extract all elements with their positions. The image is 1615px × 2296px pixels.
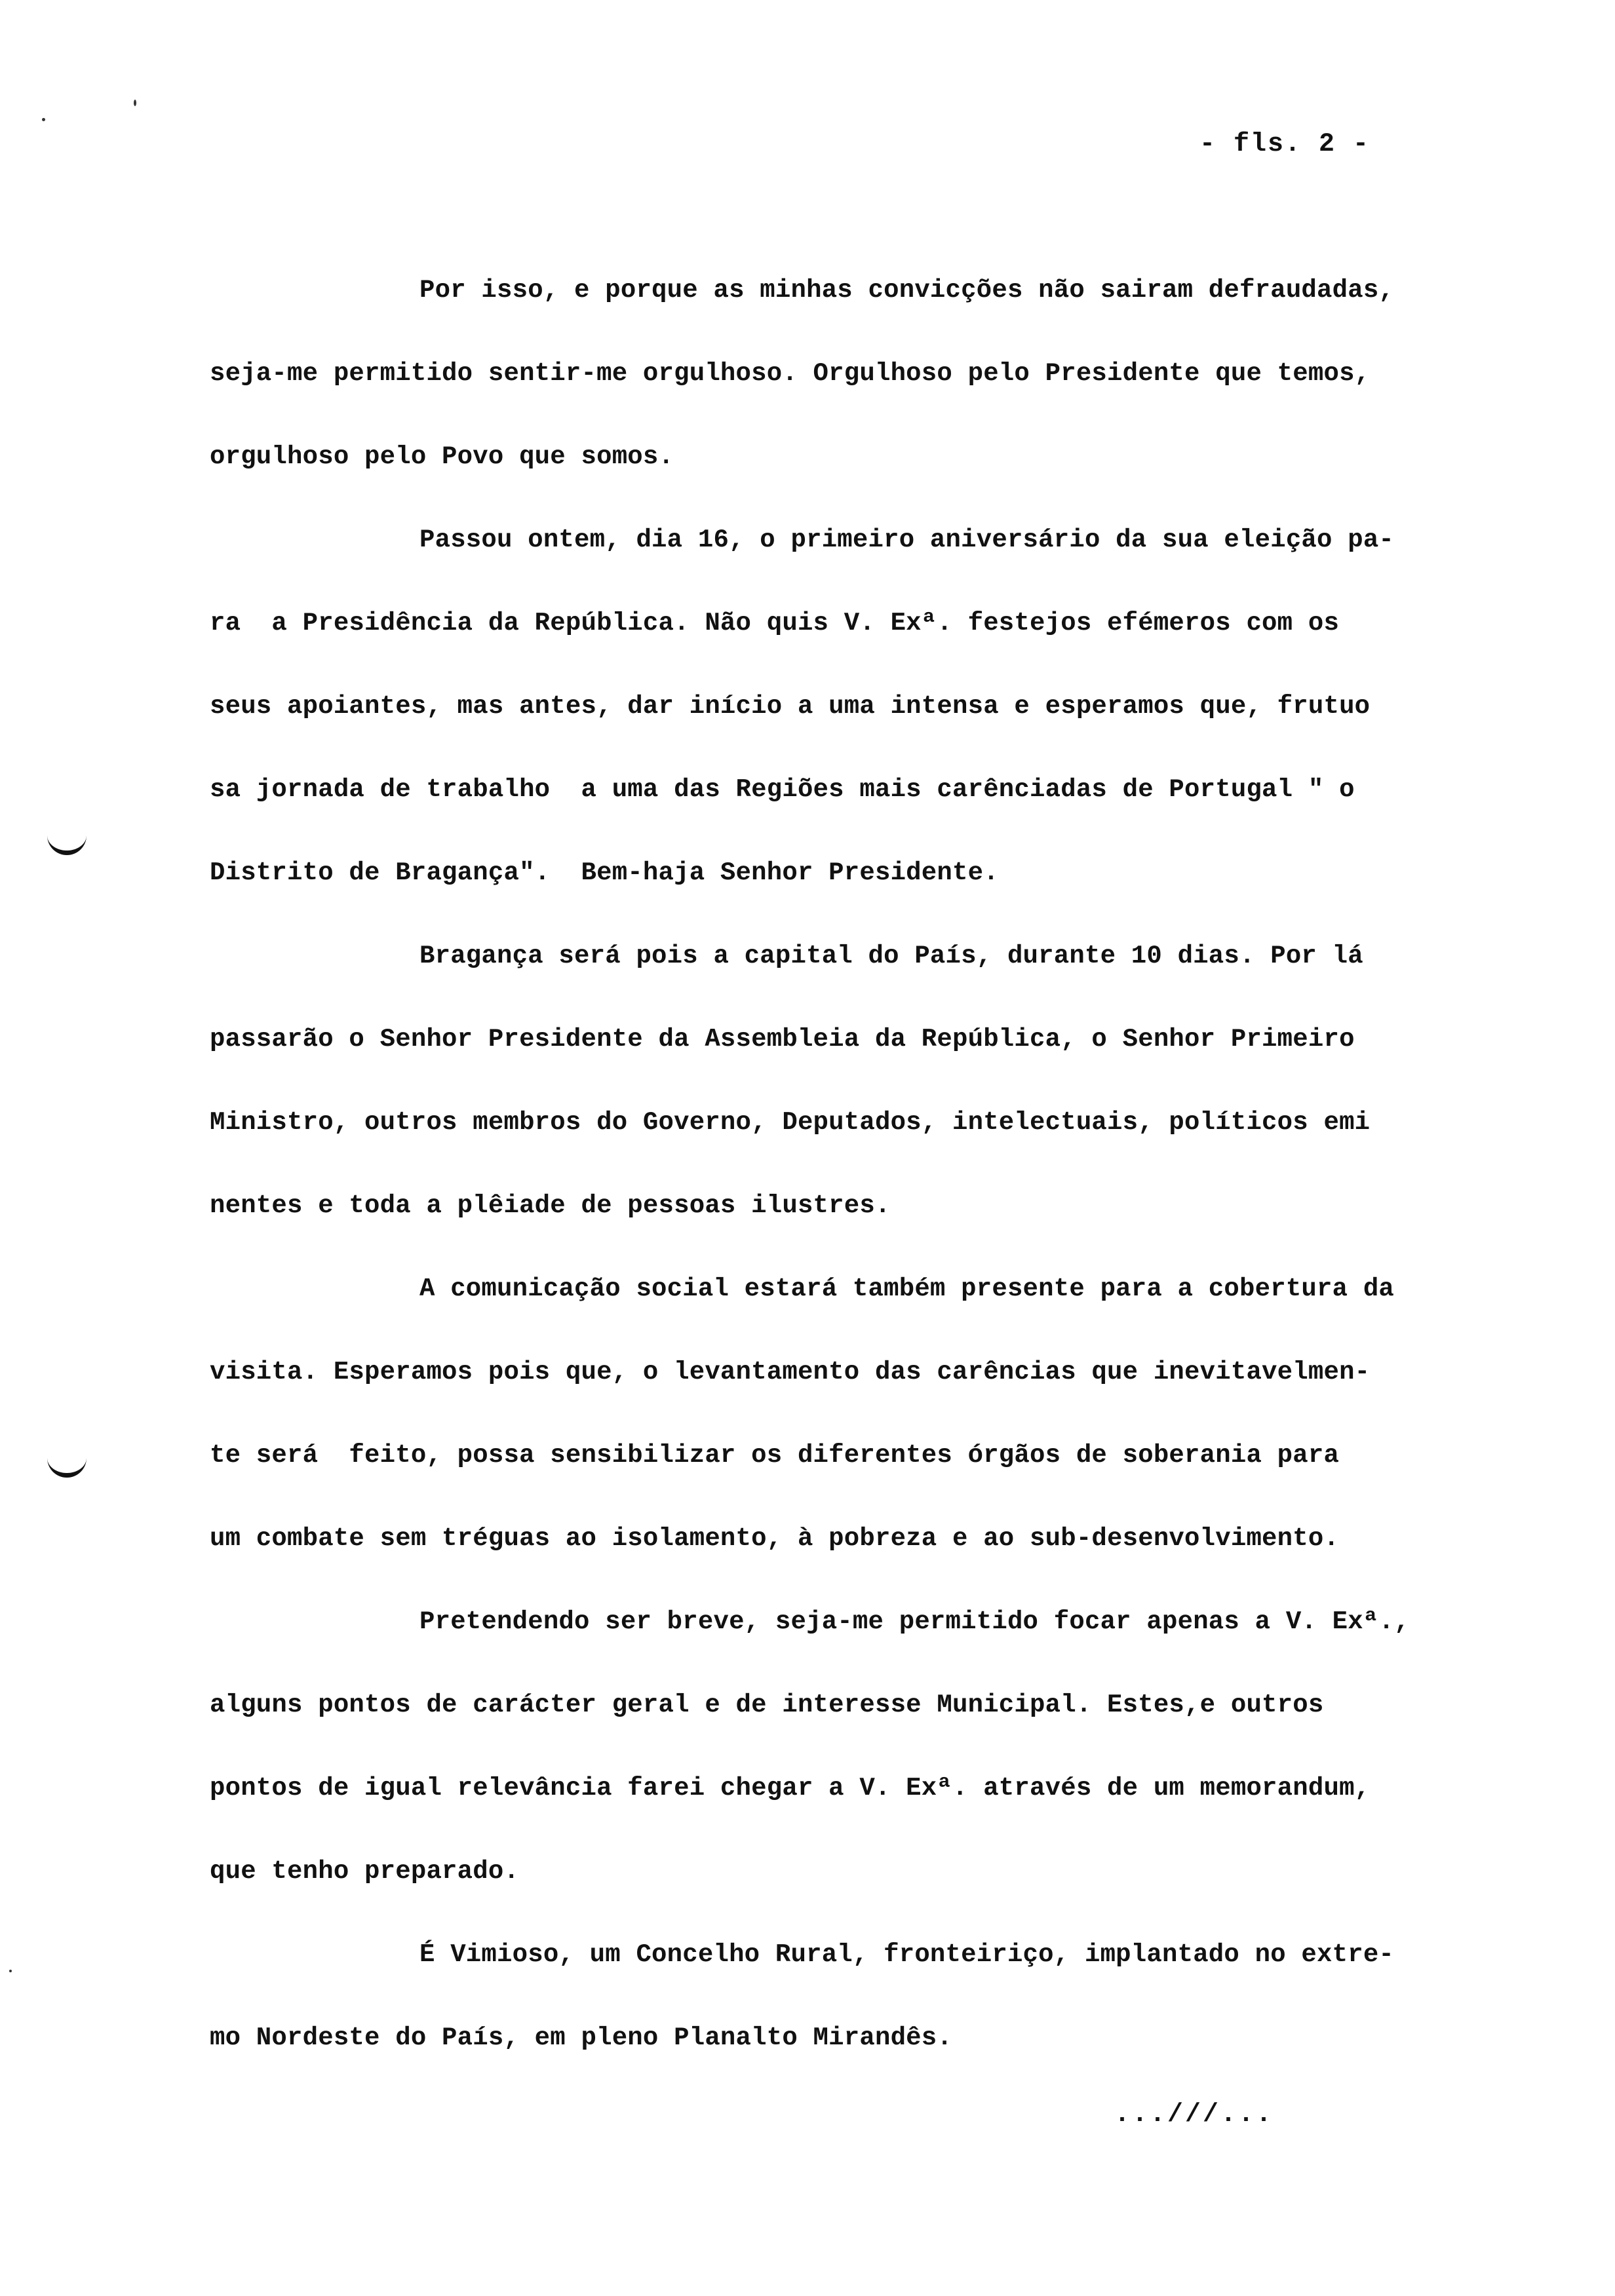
text-line: alguns pontos de carácter geral e de interesse Municipal. Estes,e outros	[210, 1691, 1324, 1719]
paragraph	[210, 1248, 1560, 1580]
paragraph	[210, 1580, 1560, 1913]
text-line: ra a Presidência da República. Não quis V. Exª. festejos efémeros com os	[210, 609, 1340, 638]
binder-hole-mark	[47, 1456, 87, 1478]
text-line: Pretendendo ser breve, seja-me permitido focar apenas a V. Exª.,	[419, 1607, 1410, 1636]
text-line: um combate sem tréguas ao isolamento, à pobreza e ao sub-desenvolvimento.	[210, 1524, 1340, 1553]
paragraph	[210, 1913, 1560, 2080]
text-line: passarão o Senhor Presidente da Assembleia da República, o Senhor Primeiro	[210, 1025, 1355, 1054]
text-line: Bragança será pois a capital do País, durante 10 dias. Por lá	[419, 942, 1363, 970]
text-line: A comunicação social estará também presente para a cobertura da	[419, 1274, 1395, 1303]
paragraph	[210, 499, 1560, 915]
text-line: seja-me permitido sentir-me orgulhoso. Orgulhoso pelo Presidente que temos,	[210, 359, 1371, 388]
text-line: seus apoiantes, mas antes, dar início a uma intensa e esperamos que, frutuo	[210, 692, 1371, 721]
text-line: que tenho preparado.	[210, 1857, 520, 1886]
letter-body	[210, 249, 1560, 2080]
text-line: orgulhoso pelo Povo que somos.	[210, 442, 674, 471]
text-line: Passou ontem, dia 16, o primeiro aniversário da sua eleição pa-	[419, 526, 1395, 554]
text-line: Ministro, outros membros do Governo, Deputados, intelectuais, políticos emi	[210, 1108, 1371, 1137]
text-line: Distrito de Bragança". Bem-haja Senhor Presidente.	[210, 858, 999, 887]
text-line: te será feito, possa sensibilizar os diferentes órgãos de soberania para	[210, 1441, 1340, 1470]
binder-hole-mark	[47, 833, 87, 855]
scan-speck	[42, 118, 45, 121]
text-line: nentes e toda a plêiade de pessoas ilustres.	[210, 1191, 891, 1220]
continuation-mark: ...///...	[1114, 2100, 1274, 2130]
scan-speck	[9, 1970, 12, 1972]
page-number: - fls. 2 -	[1199, 130, 1371, 159]
text-line: Por isso, e porque as minhas convicções não sairam defraudadas,	[419, 276, 1395, 305]
text-line: pontos de igual relevância farei chegar a V. Exª. através de um memorandum,	[210, 1774, 1371, 1803]
text-line: É Vimioso, um Concelho Rural, fronteiriço, implantado no extre-	[419, 1940, 1395, 1969]
text-line: visita. Esperamos pois que, o levantamento das carências que inevitavelmen-	[210, 1358, 1371, 1387]
paragraph	[210, 915, 1560, 1248]
paragraph	[210, 249, 1560, 499]
text-line: sa jornada de trabalho a uma das Regiões mais carênciadas de Portugal " o	[210, 775, 1355, 804]
scan-speck	[134, 100, 136, 106]
text-line: mo Nordeste do País, em pleno Planalto Mirandês.	[210, 2023, 952, 2052]
